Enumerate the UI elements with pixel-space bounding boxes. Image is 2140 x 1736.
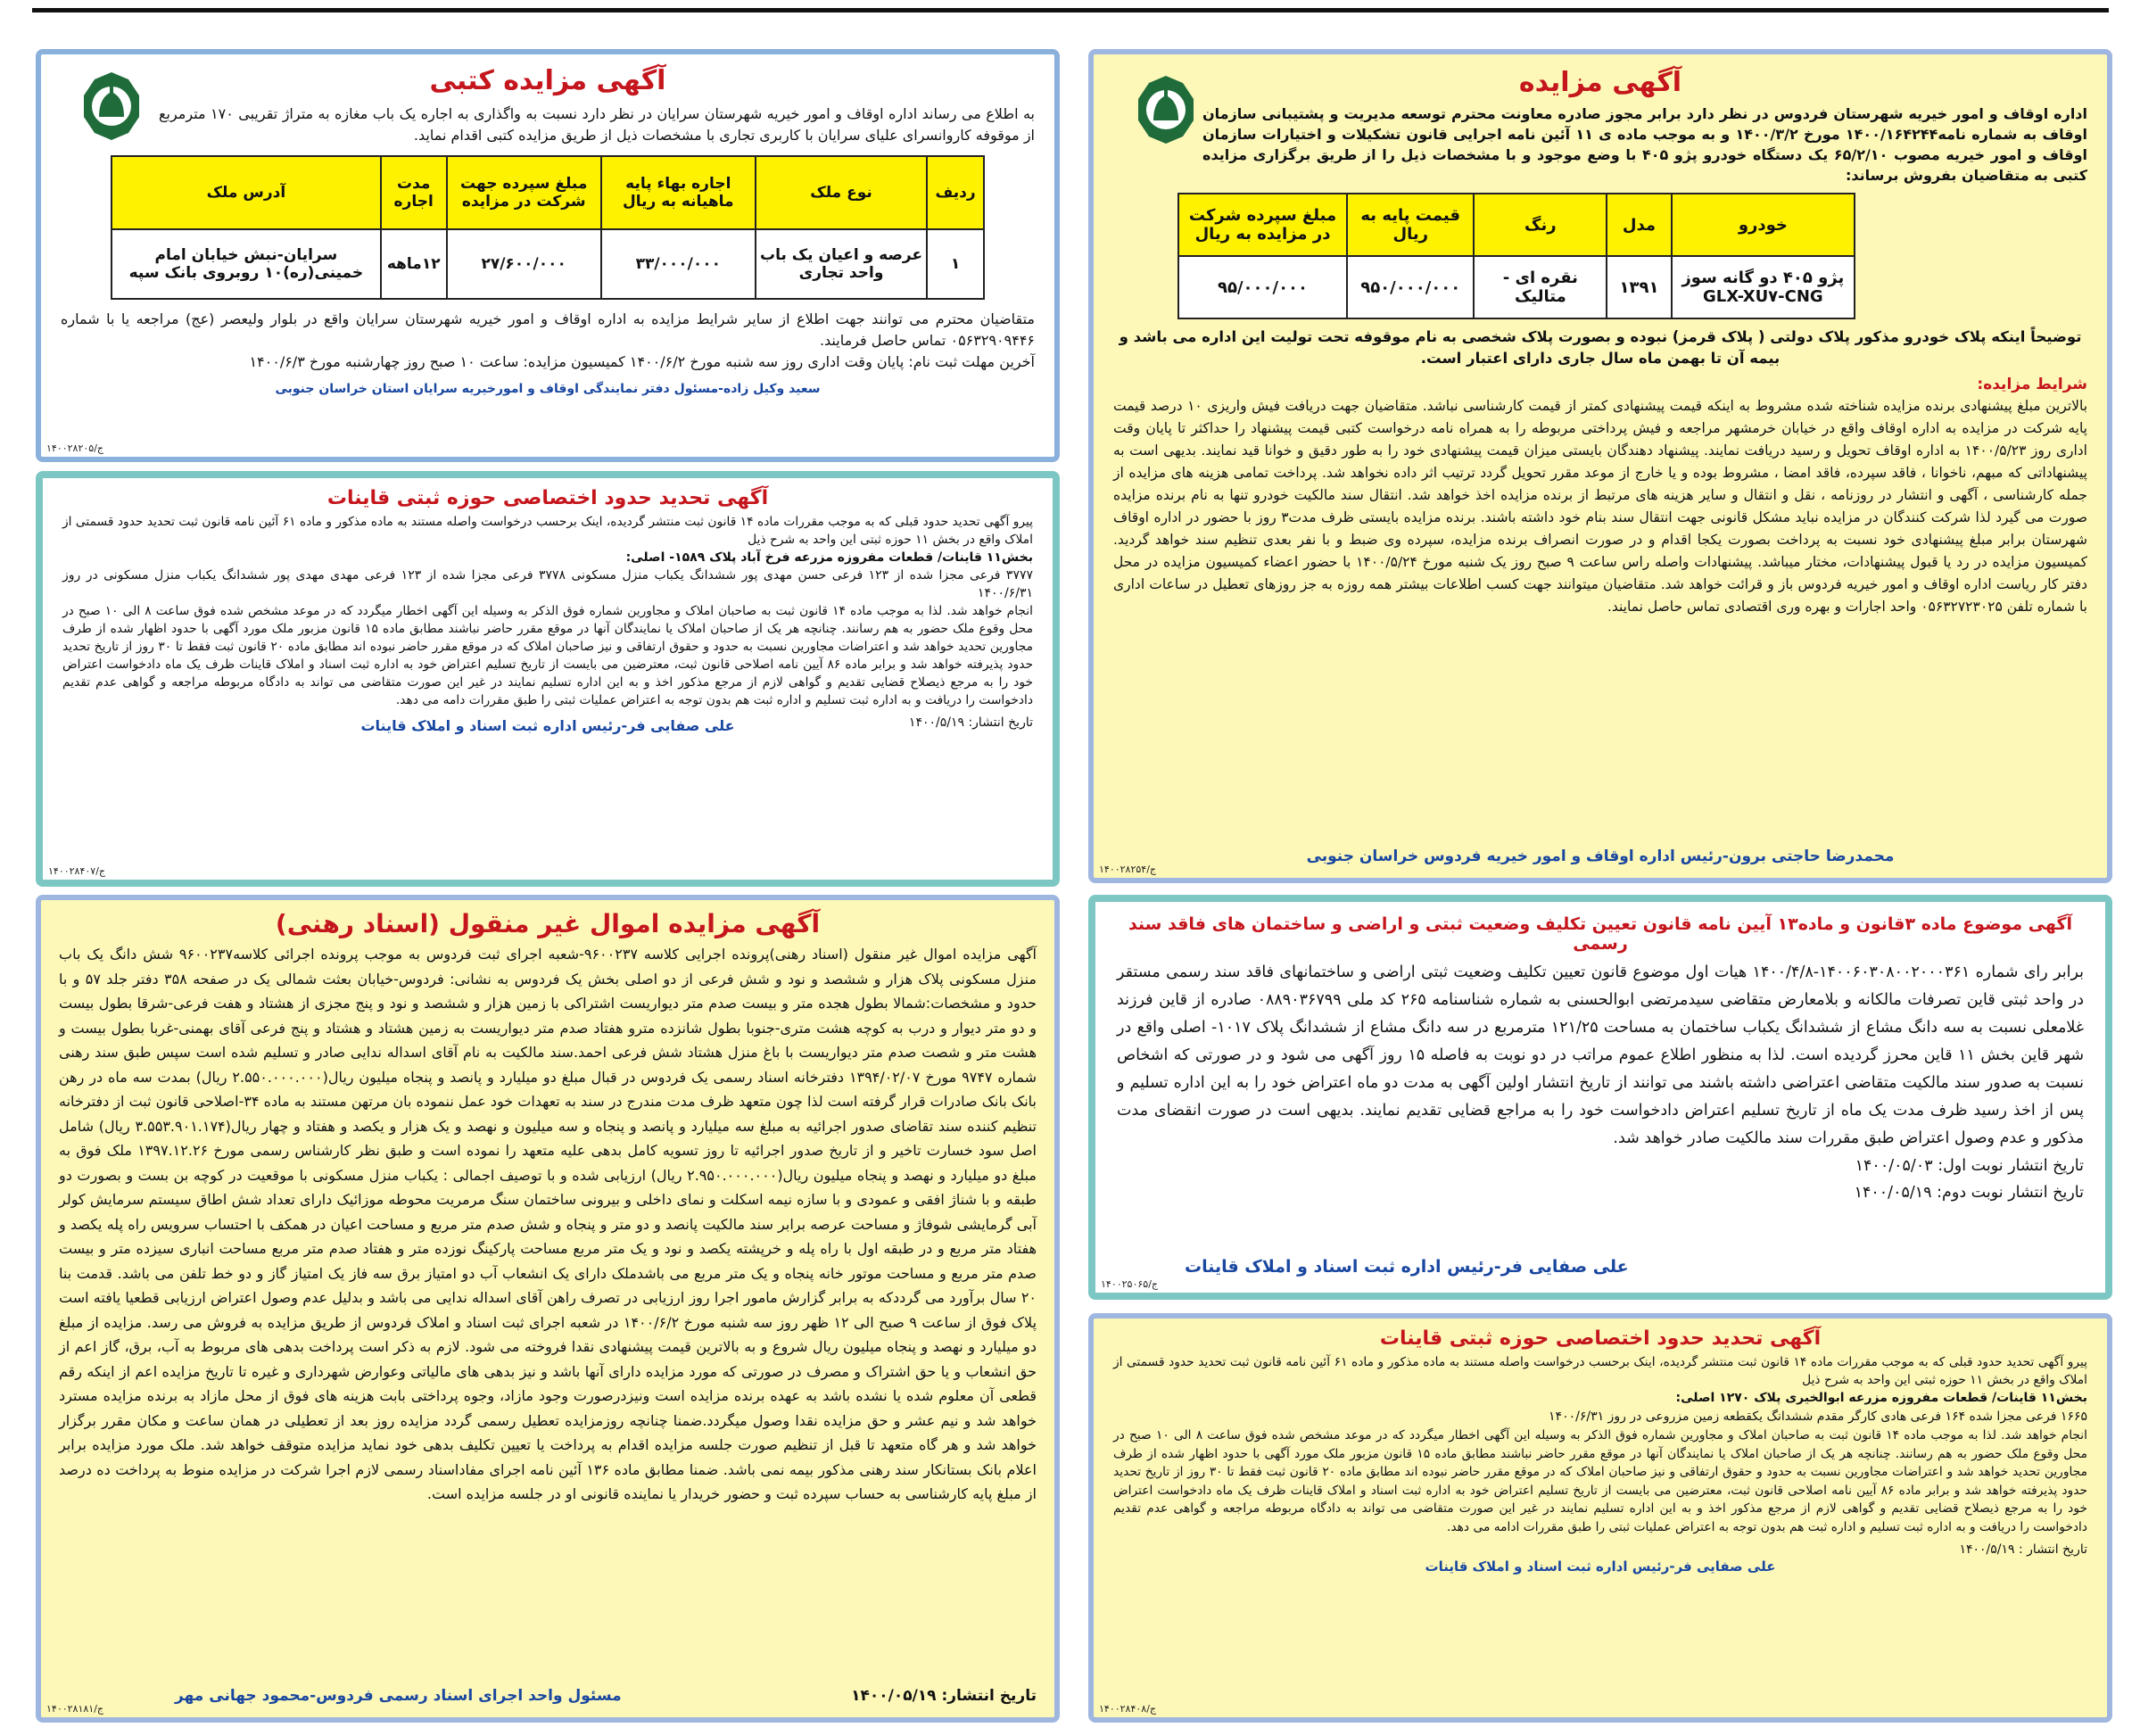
ad-title: آگهی مزایده اموال غیر منقول (اسناد رهنی) (275, 909, 821, 938)
ad-code: ج/۱۴۰۰۲۸۴۰۸ (1099, 1703, 1156, 1715)
ad-footer (175, 1687, 1037, 1705)
table-header-row (112, 156, 984, 229)
ad-title: آگهی موضوع ماده ۳قانون و ماده۱۳ آیین نامه قانون تعیین تکلیف وضعیت ثبتی و اراضی و ساختمان های فاقد سند رسمی (1128, 914, 2073, 954)
ad-title: آگهی تحدید حدود اختصاصی حوزه ثبتی قاینات (1379, 1327, 1822, 1350)
ad-title: آگهی مزایده (1518, 67, 1682, 98)
table-cell: نقره ای - متالیک (1474, 256, 1607, 318)
table-cell: عرصه و اعیان یک باب واحد تجاری (756, 229, 927, 299)
publish-date: تاریخ انتشار : ۱۴۰۰/۵/۱۹ (1959, 1542, 2087, 1557)
table-header: رنگ (1474, 194, 1607, 256)
table-cell: سرایان-نبش خیابان امام خمینی(ره)۱۰ روبروی بانک سپه (112, 229, 381, 299)
plate-note: توضیحاً اینکه پلاک خودرو مذکور پلاک دولتی ( پلاک قرمز) نبوده و بصورت پلاک شخصی به نام موقوفه تحت تولیت این اداره می باشد و بیمه آن تا بهمن ماه سال جاری دارای اعتبار است. (1119, 328, 2082, 367)
table-row (112, 229, 984, 299)
table-header: مدل (1607, 194, 1672, 256)
table-cell: ۳۳/۰۰۰/۰۰۰ (601, 229, 756, 299)
table-cell: ۱۲ماهه (381, 229, 447, 299)
ad-section: بخش۱۱ قاینات/ قطعات مفروزه مزرعه ابوالخیری پلاک ۱۲۷۰ اصلی: (1675, 1391, 2087, 1405)
table-header: مبلغ سپرده شرکت در مزایده به ریال (1178, 194, 1347, 256)
vehicle-auction-ad (1088, 49, 2112, 883)
table-header: نوع ملک (756, 156, 927, 229)
ad-code: ج/۱۴۰۰۲۸۴۰۷ (48, 865, 105, 877)
awqaf-logo (1131, 74, 1201, 151)
ad-items: ۱۶۶۵ فرعی مجزا شده ۱۶۴ فرعی هادی کارگر مقدم ششدانگ یکقطعه زمین مزروعی در روز ۱۴۰۰/۶/۳۱ (1549, 1409, 2087, 1424)
mortgage-auction-ad (36, 895, 1060, 1723)
ad-code: ج/۱۴۰۰۲۸۲۵۴ (1099, 864, 1156, 875)
ad-signature: مسئول واحد اجرای اسناد رسمی فردوس-محمود جهانی مهر (175, 1687, 622, 1705)
ad-body: انجام خواهد شد. لذا به موجب ماده ۱۴ قانون ثبت به صاحبان املاک و مجاورین شماره فوق الذکر به وسیله این آگهی اخطار میگردد که در موعد مشخص شده فوق ساعت ۸ الی ۱۰ صبح در محل وقوع ملک حضور به هم رسانند. چنانچه هر یک از صاحبان املاک یا نمایندگان آنها در موقع مقرر حاضر نباشند مطابق ماده ۱۵ قانون مزبور ملک مورد آگهی با حدود اظهار شده از طرف مجاورین تحدید خواهد شد و اعتراضات مجاورین نسبت به حدود و حقوق ارتفاقی و نیز صاحبان املاک که در موقع مقرر حاضر نبوده اند مطابق ماده ۲۰ قانون ثبت فقط تا ۳۰ روز از تاریخ تحدید حدود پذیرفته خواهد شد و برابر ماده ۸۶ آیین نامه اصلاحی قانون ثبت، معترضین می بایست از تاریخ تسلیم اعتراض خود به اداره ثبت اسناد و املاک قاینات ظرف یک ماه دادخواست اعتراض خود را به مرجع ذیصلاح قضایی تقدیم و گواهی لازم از مرجع مذکور اخذ و به این اداره تسلیم نمایند در غیر این صورت متقاضی می تواند به دادگاه مربوطه مراجعه و گواهی عدم تقدیم دادخواست را دریافت و به اداره ثبت تسلیم و اداره ثبت هم بدون توجه به اعتراض عملیات ثبتی را طبق مقررات دامه می دهد. (62, 604, 1033, 707)
page-top-rule (32, 8, 2109, 12)
table-cell: پژو ۴۰۵ دو گانه سوز GLX-XU۷-CNG (1672, 256, 1855, 318)
shop-table (111, 155, 985, 300)
table-header: مدت اجاره (381, 156, 447, 229)
ad-intro: به اطلاع می رساند اداره اوقاف و امور خیریه شهرستان سرایان در نظر دارد نسبت به واگذاری به اجاره یک باب مغازه به متراژ تقریبی ۱۷۰ مترمربع از موقوفه کاروانسرای علیای سرایان با کاربری تجاری با مشخصات ذیل از طریق مزایده کتبی اقدام نماید. (159, 105, 1036, 144)
boundary-determination-ad (36, 471, 1060, 887)
ad-signature: محمدرضا حاجتی برون-رئیس اداره اوقاف و امور خیریه فردوس خراسان جنوبی (1306, 847, 1895, 865)
vehicle-table (1177, 193, 1855, 319)
table-header: قیمت پایه به ریال (1347, 194, 1474, 256)
ad-signature: علی صفایی فر-رئیس اداره ثبت اسناد و املاک قاینات (360, 717, 735, 734)
publish-date: تاریخ انتشار: ۱۴۰۰/۵/۱۹ (908, 715, 1033, 730)
ad-code: ج/۱۴۰۰۲۸۲۰۵ (46, 442, 103, 454)
table-cell: ۱۳۹۱ (1607, 256, 1672, 318)
ad-items: ۳۷۷۷ فرعی مجزا شده از ۱۲۳ فرعی حسن مهدی پور ششدانگ یکباب منزل مسکونی ۳۷۷۸ فرعی مجزا شده از ۱۲۳ فرعی مهدی مهدی پور ششدانگ یکباب منزل مسکونی در روز ۱۴۰۰/۶/۳۱ (62, 568, 1033, 600)
deadline-text: آخرین مهلت ثبت نام: پایان وقت اداری روز سه شنبه مورخ ۱۴۰۰/۶/۲ کمیسیون مزایده: ساعت ۱۰ صبح روز چهارشنبه مورخ ۱۴۰۰/۶/۳ (249, 353, 1035, 370)
ad-body: آگهی مزایده اموال غیر منقول (اسناد رهنی)پرونده اجرایی کلاسه ۹۶۰۰۲۳۷-شعبه اجرای ثبت فردوس به موجب پرونده اجرائی کلاسه۹۶۰۰۲۳۷ شش دانگ یک باب منزل مسکونی پلاک هزار و ششصد و نود و شش فرعی از دو اصلی بخش یک فردوس به نشانی: فردوس-خیابان بعثت شمالی یک در صفحه ۳۵۸ دفتر جلد ۵۷ و با حدود و مشخصات:شمالا بطول هجده متر و بیست صدم متر دیواریست اشتراکی با زمین هزار و ششصد و نود و پنج مجزی از هشتاد و هفت فرعی-شرقا بطول بیست و دو متر دیوار و درب به کوچه هشت متری-جنوبا بطول شانزده مترو هفتاد صدم متر دیواریست به زمین هشتاد و هشتاد و پنج فرعی آقای بهمنی-غربا بطول بیست و هشت متر و شصت صدم متر دیواریست با باغ منزل هشتاد شش فرعی احمد.سند مالکیت به نام آقای اسداله ندایی صادر و تسلیم شده است سپس طبق سند رهنی شماره ۹۷۴۷ مورخ ۱۳۹۴/۰۲/۰۷ دفترخانه اسناد رسمی یک فردوس در قبال مبلغ دو میلیارد و پانصد و پنجاه میلیون ریال(۲.۵۵۰.۰۰۰.۰۰۰ ریال) بمدت سه ماه در رهن بانک بانک صادرات قرار گرفته است لذا چون متعهد ظرف مدت مندرج در سند به تعهدات خود عمل ننموده بان مرتهن مستند به ماده ۳۴-اصلاحی قانون ثبت از دفترخانه تنظیم کننده سند تقاضای صدور اجرائیه به مبلغ سه میلیارد و پانصد و پنجاه و سه میلیون و نهصد و یک هزار و یکصد و هفتاد و چهار ریال(۳.۵۵۳.۹۰۱.۱۷۴ ریال) شامل اصل سود خسارت تاخیر و از تاریخ صدور اجرائیه تا روز تسویه کامل بدهی علیه متعهد را نموده است و طبق نظر کارشناس رسمی مورخ ۱۳۹۷.۱۲.۲۶ ملک فوق به مبلغ دو میلیارد و نهصد و پنجاه میلیون ریال(۲.۹۵۰.۰۰۰.۰۰۰ ریال) ارزیابی شده و با توصیف اجمالی : یکباب منزل مسکونی با موقعیت در کوچه بن بست و بصورت دو طبقه و با شناژ افقی و عمودی و با سازه نیمه اسکلت و نمای داخلی و بیرونی ساختمان سنگ مرمریت محوطه موزائیک دارای تعداد شش اطاق سیستم سرمایش کولر آبی گرمایشی شوفاژ و مساحت عرصه برابر سند مالکیت پانصد و دو متر و پنجاه و شش صدم متر مربع و مساحت اعیان در همکف با احتساب سرویس راه پله یکصد و هفتاد متر مربع و در طبقه اول با راه پله و خرپشته یکصد و نود و یک متر مربع مساحت پارکینگ نوزده متر و هفتاد صدم متر مربع مساحت انباری سیزده متر و بیست صدم متر مربع و مساحت موتور خانه پنجاه و یک متر مربع می باشدملک دارای یک انشعاب آب دو امتیاز برق سه فاز یک امتیاز گاز و دو خط تلفن می باشد. قدمت بنا ۲۰ سال برآورد می گرددکه به برابر گزارش مامور اجرا روز ارزیابی در تصرف راهن آقای اسداله ندایی می باشد و بدلیل عدم وصول اعتراض ارزیابی قطعیا یافته است پلاک فوق از ساعت ۹ صبح الی ۱۲ ظهر روز سه شنبه مورخ ۱۴۰۰/۶/۲ در شعبه اجرای ثبت اسناد و املاک فردوس از طریق مزایده به فروش می رسد. مزایده از مبلغ دو میلیارد و نهصد و پنجاه میلیون ریال شروع و به بالاترین قیمت پیشنهادی نقدا فروخته می شود. لازم به ذکر است پرداخت بدهی های مربوط به آب، برق، گاز اعم از حق انشعاب و یا حق اشتراک و مصرف در صورتی که مورد مزایده دارای آنها باشد و نیز بدهی های مالیاتی وعوارض شهرداری و غیره تا تاریخ مزایده اعم از اینکه رقم قطعی آن معلوم شده یا نشده باشد به عهده برنده مزایده است ونیزدرصورت وجود مازاد، وجوه پرداختی بابت هزینه های فوق از محل مازاد به برنده مزایده مسترد خواهد شد و نیم عشر و حق مزایده نقدا وصول میگردد.ضمنا چنانچه روزمزایده تعطیل رسمی گردد مزایده روز بعد از تعطیلی در همان ساعت و مکان مقرر برگزار خواهد شد و هر گاه متعهد تا قبل از تنظیم صورت جلسه مزایده اقدام به پرداخت یا تعیین تکلیف بدهی خود نماید مزایده متوقف خواهد شد. ملک مورد مزایده برابر اعلام بانک بستانکار سند رهنی مذکور بیمه نمی باشد. ضمنا مطابق ماده ۱۳۶ آئین نامه اجرای مفاداسناد رسمی لازم اجرا شرکت در مزایده منوط به پرداخت ده درصد از مبلغ پایه کارشناسی به حساب سپرده ثبت و حضور خریدار یا نماینده قانونی او در جلسه مزایده است. (59, 946, 1037, 1502)
table-cell: ۲۷/۶۰۰/۰۰۰ (447, 229, 601, 299)
table-header: ردیف (927, 156, 984, 229)
table-header-row (1178, 194, 1855, 256)
ad-body: برابر رای شماره ۱۴۰۰۶۰۳۰۸۰۰۲۰۰۰۳۶۱-۱۴۰۰/۴/۸ هیات اول موضوع قانون تعیین تکلیف وضعیت ثبتی اراضی و ساختمانهای فاقد سند رسمی مستقر در واحد ثبتی قاین تصرفات مالکانه و بلامعارض متقاضی سیدمرتضی ابوالحسنی به شماره شناسنامه ۲۶۵ کد ملی ۰۸۸۹۰۳۶۷۹۹ صادره از قاین فرزند غلامعلی نسبت به سه دانگ مشاع از ششدانگ یکباب ساختمان به مساحت ۱۲۱/۲۵ مترمربع در سه دانگ مشاع از ششدانگ پلاک ۱۰۱۷- اصلی واقع در شهر قاین بخش ۱۱ قاین محرز گردیده است. لذا به منظور اطلاع عموم مراتب در دو نوبت به فاصله ۱۵ روز آگهی می شود و در صورتی که اشخاص نسبت به صدور سند مالکیت متقاضی اعتراضی داشته باشند می توانند از تاریخ انتشار اولین آگهی به مدت دو ماه اعتراض خود را به این اداره تسلیم و پس از اخذ رسید ظرف مدت یک ماه از تاریخ تسلیم اعتراض دادخواست خود را به مراجع قضایی تقدیم نمایند. بدیهی است در صورت انقضای مدت مذکور و عدم وصول اعتراض طبق مقررات سند مالکیت صادر خواهد شد. (1117, 963, 2085, 1147)
ad-intro: پیرو آگهی تحدید حدود قبلی که به موجب مقررات ماده ۱۴ قانون ثبت منتشر گردیده، اینک برحسب درخواست واصله مستند به ماده مذکور و ماده ۶۱ آئین نامه قانون ثبت تحدید حدود قسمتی از املاک واقع در بخش ۱۱ حوزه ثبتی این واحد به شرح ذیل (1113, 1355, 2087, 1387)
awqaf-logo (77, 70, 146, 147)
ad-code: ج/۱۴۰۰۲۵۰۶۵ (1101, 1278, 1158, 1290)
table-header: آدرس ملک (112, 156, 381, 229)
article3-notice-ad (1088, 895, 2112, 1300)
table-header: اجاره بهاء پایه ماهیانه به ریال (601, 156, 756, 229)
table-row (1178, 256, 1855, 318)
publish-date-first: تاریخ انتشار نوبت اول: ۱۴۰۰/۰۵/۰۳ (1855, 1157, 2084, 1175)
ad-title: آگهی تحدید حدود اختصاصی حوزه ثبتی قاینات (326, 487, 769, 509)
table-cell: ۹۵۰/۰۰۰/۰۰۰ (1347, 256, 1474, 318)
ad-title: آگهی مزایده کتبی (429, 65, 666, 96)
table-cell: ۱ (927, 229, 984, 299)
boundary-determination-ad-2 (1088, 1313, 2112, 1723)
ad-intro: اداره اوقاف و امور خیریه شهرستان فردوس در نظر دارد برابر مجوز صادره معاونت محترم توسعه مدیریت و پشتیبانی سازمان اوقاف به شماره نامه۱۴۰۰/۱۶۴۲۴۴ مورخ ۱۴۰۰/۳/۲ و به موجب ماده ی ۱۱ آئین نامه اجرایی قانون تشکیلات و اختیارات سازمان اوقاف و امور خیریه مصوب ۶۵/۲/۱۰ یک دستگاه خودرو پژو ۴۰۵ با وضع موجود و با مشخصات ذیل را از طریق برگزاری مزایده کتبی به متقاضیان بفروش برساند: (1202, 105, 2088, 184)
ad-code: ج/۱۴۰۰۲۸۱۸۱ (46, 1703, 103, 1715)
publish-date-second: تاریخ انتشار نوبت دوم: ۱۴۰۰/۰۵/۱۹ (1854, 1184, 2084, 1202)
ad-signature: علی صفایی فر-رئیس اداره ثبت اسناد و املاک قاینات (1185, 1257, 1629, 1277)
ad-intro: پیرو آگهی تحدید حدود قبلی که به موجب مقررات ماده ۱۴ قانون ثبت منتشر گردیده، اینک برحسب درخواست واصله مستند به ماده مذکور و ماده ۶۱ آئین نامه قانون ثبت تحدید حدود قسمتی از املاک واقع در بخش ۱۱ حوزه ثبتی این واحد به شرح ذیل (62, 515, 1034, 547)
ad-body: انجام خواهد شد. لذا به موجب ماده ۱۴ قانون ثبت به صاحبان املاک و مجاورین شماره فوق الذکر به وسیله این آگهی اخطار میگردد که در موعد مشخص شده فوق ساعت ۸ الی ۱۰ صبح در محل وقوع ملک حضور به هم رسانند. چنانچه هر یک از صاحبان املاک یا نمایندگان آنها در موقع مقرر حاضر نباشند مطابق ماده ۱۵ قانون مزبور ملک مورد آگهی با حدود اظهار شده از طرف مجاورین تحدید خواهد شد و اعتراضات مجاورین نسبت به حدود و حقوق ارتفاقی و نیز صاحبان املاک که در موقع مقرر حاضر نبوده اند مطابق ماده ۲۰ قانون ثبت فقط تا ۳۰ روز از تاریخ تحدید حدود پذیرفته خواهد شد و برابر ماده ۸۶ آیین نامه اصلاحی قانون ثبت، معترضین می بایست از تاریخ تسلیم اعتراض خود به اداره ثبت اسناد و املاک قاینات ظرف یک ماه دادخواست اعتراض خود را به مرجع ذیصلاح قضایی تقدیم و گواهی لازم از مرجع مذکور اخذ و به این اداره تسلیم نمایند در غیر این صورت متقاضی می تواند به دادگاه مربوطه مراجعه و گواهی عدم تقدیم دادخواست را دریافت و به اداره ثبت تسلیم و اداره ثبت هم بدون توجه به اعتراض عملیات ثبتی را طبق مقررات ادامه می دهد. (1113, 1428, 2087, 1534)
auction-conditions: بالاترین مبلغ پیشنهادی برنده مزایده شناخته شده مشروط به اینکه قیمت پیشنهادی کمتر از قیمت کارشناسی نباشد. متقاضیان جهت دریافت فیش واریزی ۱۰ درصد قیمت پایه شرکت در مزایده به اداره اوقاف واقع در خیابان خرمشهر مراجعه و فیش پرداختی مربوطه را به همراه نامه درخواست کتبی قیمت پیشنهاد را حداکثر تا پایان وقت اداری روز ۱۴۰۰/۵/۲۳ به اداره اوقاف تحویل و رسید دریافت نمایند. پیشنهاد دهندگان بایستی میزان قیمت پیشنهادی خود را به طور دقیق و خوانا قید نمایند. بدیهی است به پیشنهاداتی که مبهم، ناخوانا ، فاقد سپرده، فاقد امضا ، مشروط بوده و یا خارج از موعد مقرر تحویل گردد ترتیب اثر داده نخواهد شد. پرداخت تمامی هزینه های مزایده از جمله کارشناسی ، آگهی و انتشار در روزنامه ، نقل و انتقال و سایر هزینه های مرتبط از برنده مزایده اخذ خواهد شد. انتقال سند مالکیت خودرو تنها به نام برنده مزایده صورت می گیرد لذا شرکت کنندگان در مزایده نباید مشکل قانونی جهت انتقال سند بنام خود داشته باشند. برنده مزایده بایستی ظرف مدت۳ روز با حضور در اداره اوقاف شهرستان برابر مبلغ پیشنهادی خود نسبت به پرداخت بصورت یکجا اقدام و در صورت انصراف برنده مزایده، سپرده وی ضبط و با نفر بعدی تنظیم سند خواهد گردید. کمیسیون مزایده در رد یا قبول پیشنهادات، مختار میباشد. پیشنهادات واصله راس ساعت ۹ صبح روز یک شنبه مورخ ۱۴۰۰/۵/۲۴ با حضور اعضاء کمیسیون مزایده در محل دفتر کار ریاست اداره اوقاف و امور خیریه فردوس باز و قرائت خواهد شد. متقاضیان میتوانند جهت کسب اطلاعات بیشتر همه روزه به جز روزهای تعطیل در ساعات اداری با شماره تلفن ۰۵۶۳۲۷۲۳۰۲۵ واحد اجارات و بهره وری اقتصادی تماس حاصل نمایند. (1113, 398, 2088, 615)
publish-date: تاریخ انتشار: ۱۴۰۰/۰۵/۱۹ (851, 1687, 1037, 1705)
table-header: خودرو (1672, 194, 1855, 256)
ad-signature: سعید وکیل زاده-مسئول دفتر نمایندگی اوقاف و امورخیریه سرایان استان خراسان جنوبی (275, 382, 821, 396)
ad-section: بخش۱۱ قاینات/ قطعات مفروزه مزرعه فرخ آباد پلاک ۱۵۸۹- اصلی: (625, 550, 1033, 565)
conditions-title: شرایط مزایده: (1977, 376, 2087, 393)
written-auction-ad (36, 49, 1060, 462)
ad-body: متقاضیان محترم می توانند جهت اطلاع از سایر شرایط مزایده به اداره اوقاف و امور خیریه شهرستان سرایان واقع در بلوار ولیعصر (عج) مراجعه یا با شماره ۰۵۶۳۲۹۰۹۴۴۶ تماس حاصل فرمایند. (61, 310, 1035, 349)
table-cell: ۹۵/۰۰۰/۰۰۰ (1178, 256, 1347, 318)
table-header: مبلغ سپرده جهت شرکت در مزایده (447, 156, 601, 229)
ad-signature: علی صفایی فر-رئیس اداره ثبت اسناد و املاک قاینات (1425, 1558, 1776, 1575)
